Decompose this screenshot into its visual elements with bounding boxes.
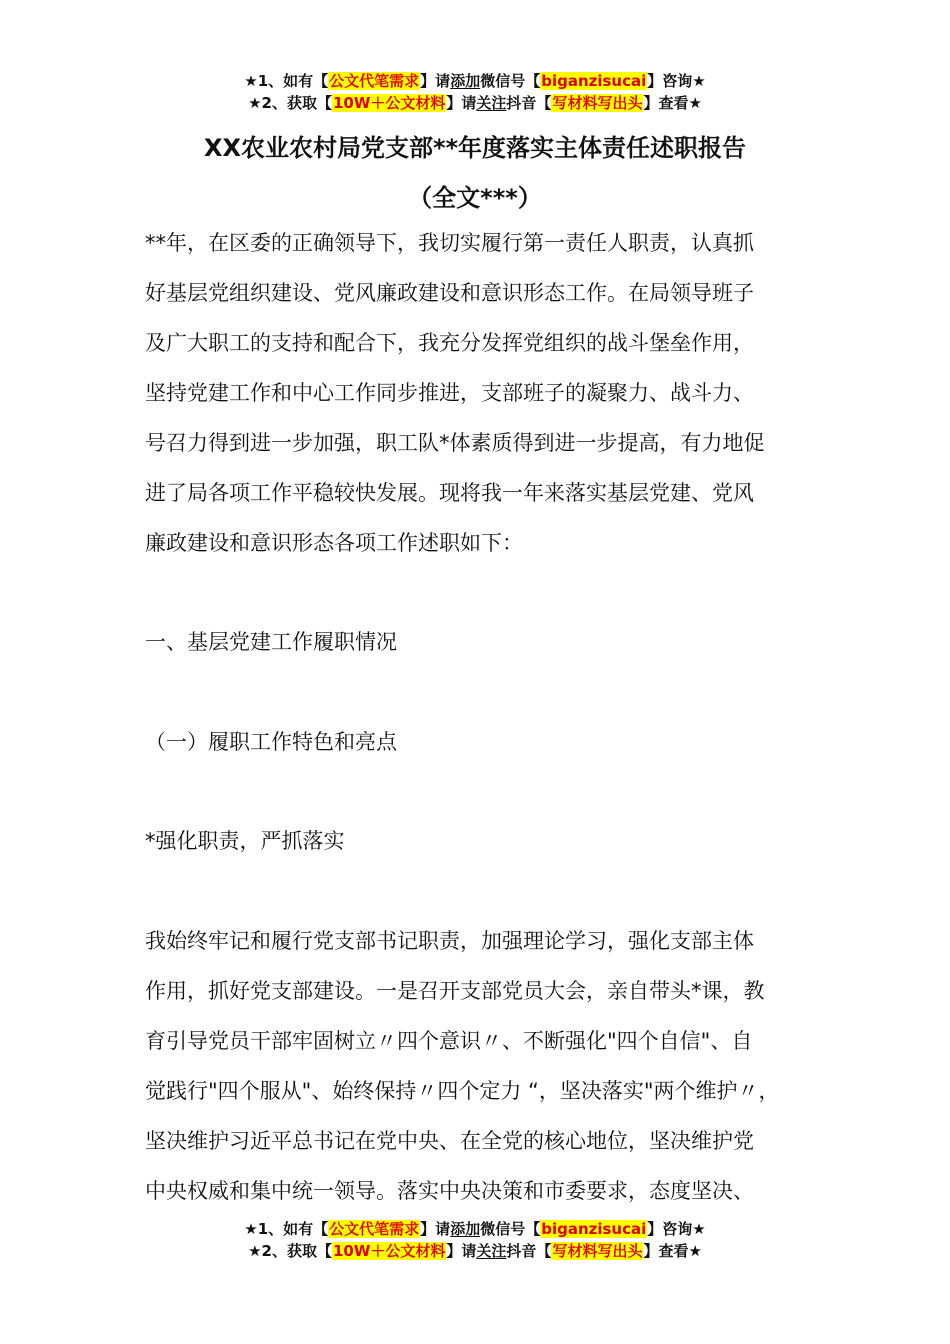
intro-paragraph [145,218,825,568]
item-heading [145,816,825,866]
highlight-wechat-id: biganzisucai [541,1220,647,1238]
banner-text: 】请 [420,1220,451,1238]
highlight-materials: 10W＋公文材料 [332,94,446,112]
paragraph-line: 我始终牢记和履行党支部书记职责，加强理论学习，强化支部主体 [145,929,754,953]
paragraph-line: 号召力得到进一步加强，职工队*体素质得到进一步提高，有力地促 [145,431,765,455]
section-heading-text: 一、基层党建工作履职情况 [145,630,397,654]
banner-text: 】咨询★ [647,72,706,90]
banner-text: 】请 [446,94,477,112]
banner-text: 微信号【 [480,72,541,90]
highlight-materials: 10W＋公文材料 [332,1242,446,1260]
paragraph-line: 作用，抓好党支部建设。一是召开支部党员大会，亲自带头*课，教 [145,979,765,1003]
banner-text: 抖音【 [506,1242,552,1260]
item-heading-text: *强化职责，严抓落实 [145,829,345,853]
banner-text: ★2、获取【 [248,94,332,112]
paragraph-line: 进了局各项工作平稳较快发展。现将我一年来落实基层党建、党风 [145,481,754,505]
paragraph-line: 坚持党建工作和中心工作同步推进，支部班子的凝聚力、战斗力、 [145,381,754,405]
paragraph-line: 觉践行"四个服从"、始终保持〃四个定力 “，坚决落实"两个维护〃， [145,1079,780,1103]
paragraph-line: 廉政建设和意识形态各项工作述职如下： [145,531,523,555]
banner-text: 】请 [420,72,451,90]
footer-banner [0,1218,950,1262]
banner-text: 】请 [446,1242,477,1260]
banner-text: 】查看★ [643,1242,702,1260]
banner-text: 】咨询★ [647,1220,706,1238]
paragraph-line: 坚决维护习近平总书记在党中央、在全党的核心地位，坚决维护党 [145,1129,754,1153]
highlight-douyin-account: 写材料写出头 [552,1242,643,1260]
document-title: XX农业农村局党支部**年度落实主体责任述职报告 [203,134,747,162]
paragraph-line: 好基层党组织建设、党风廉政建设和意识形态工作。在局领导班子 [145,281,754,305]
paragraph-line: **年，在区委的正确领导下，我切实履行第一责任人职责，认真抓 [145,231,754,255]
document-subtitle: （全文***） [408,184,542,212]
banner-text: 】查看★ [643,94,702,112]
paragraph-line: 中央权威和集中统一领导。落实中央决策和市委要求，态度坚决、 [145,1179,754,1203]
banner-line-2 [0,92,950,114]
banner-line-1 [0,70,950,92]
highlight-douyin-account: 写材料写出头 [552,94,643,112]
subsection-heading-text: （一）履职工作特色和亮点 [145,730,397,754]
paragraph-line: 育引导党员干部牢固树立〃四个意识〃、不断强化"四个自信"、自 [145,1029,753,1053]
banner-text: ★2、获取【 [248,1242,332,1260]
highlight-service: 公文代笔需求 [329,72,420,90]
banner-emphasis: 添加 [450,72,481,90]
banner-text: 抖音【 [506,94,552,112]
paragraph-line: 及广大职工的支持和配合下，我充分发挥党组织的战斗堡垒作用， [145,331,754,355]
banner-text: ★1、如有【 [244,72,329,90]
banner-line-1 [0,1218,950,1240]
highlight-wechat-id: biganzisucai [541,72,647,90]
banner-text: 微信号【 [480,1220,541,1238]
banner-emphasis: 关注 [476,1242,507,1260]
subsection-heading [145,717,825,767]
banner-text: ★1、如有【 [244,1220,329,1238]
banner-line-2 [0,1240,950,1262]
body-paragraph [145,916,825,1216]
highlight-service: 公文代笔需求 [329,1220,420,1238]
banner-emphasis: 关注 [476,94,507,112]
banner-emphasis: 添加 [450,1220,481,1238]
header-banner [0,70,950,114]
section-heading [145,617,825,667]
